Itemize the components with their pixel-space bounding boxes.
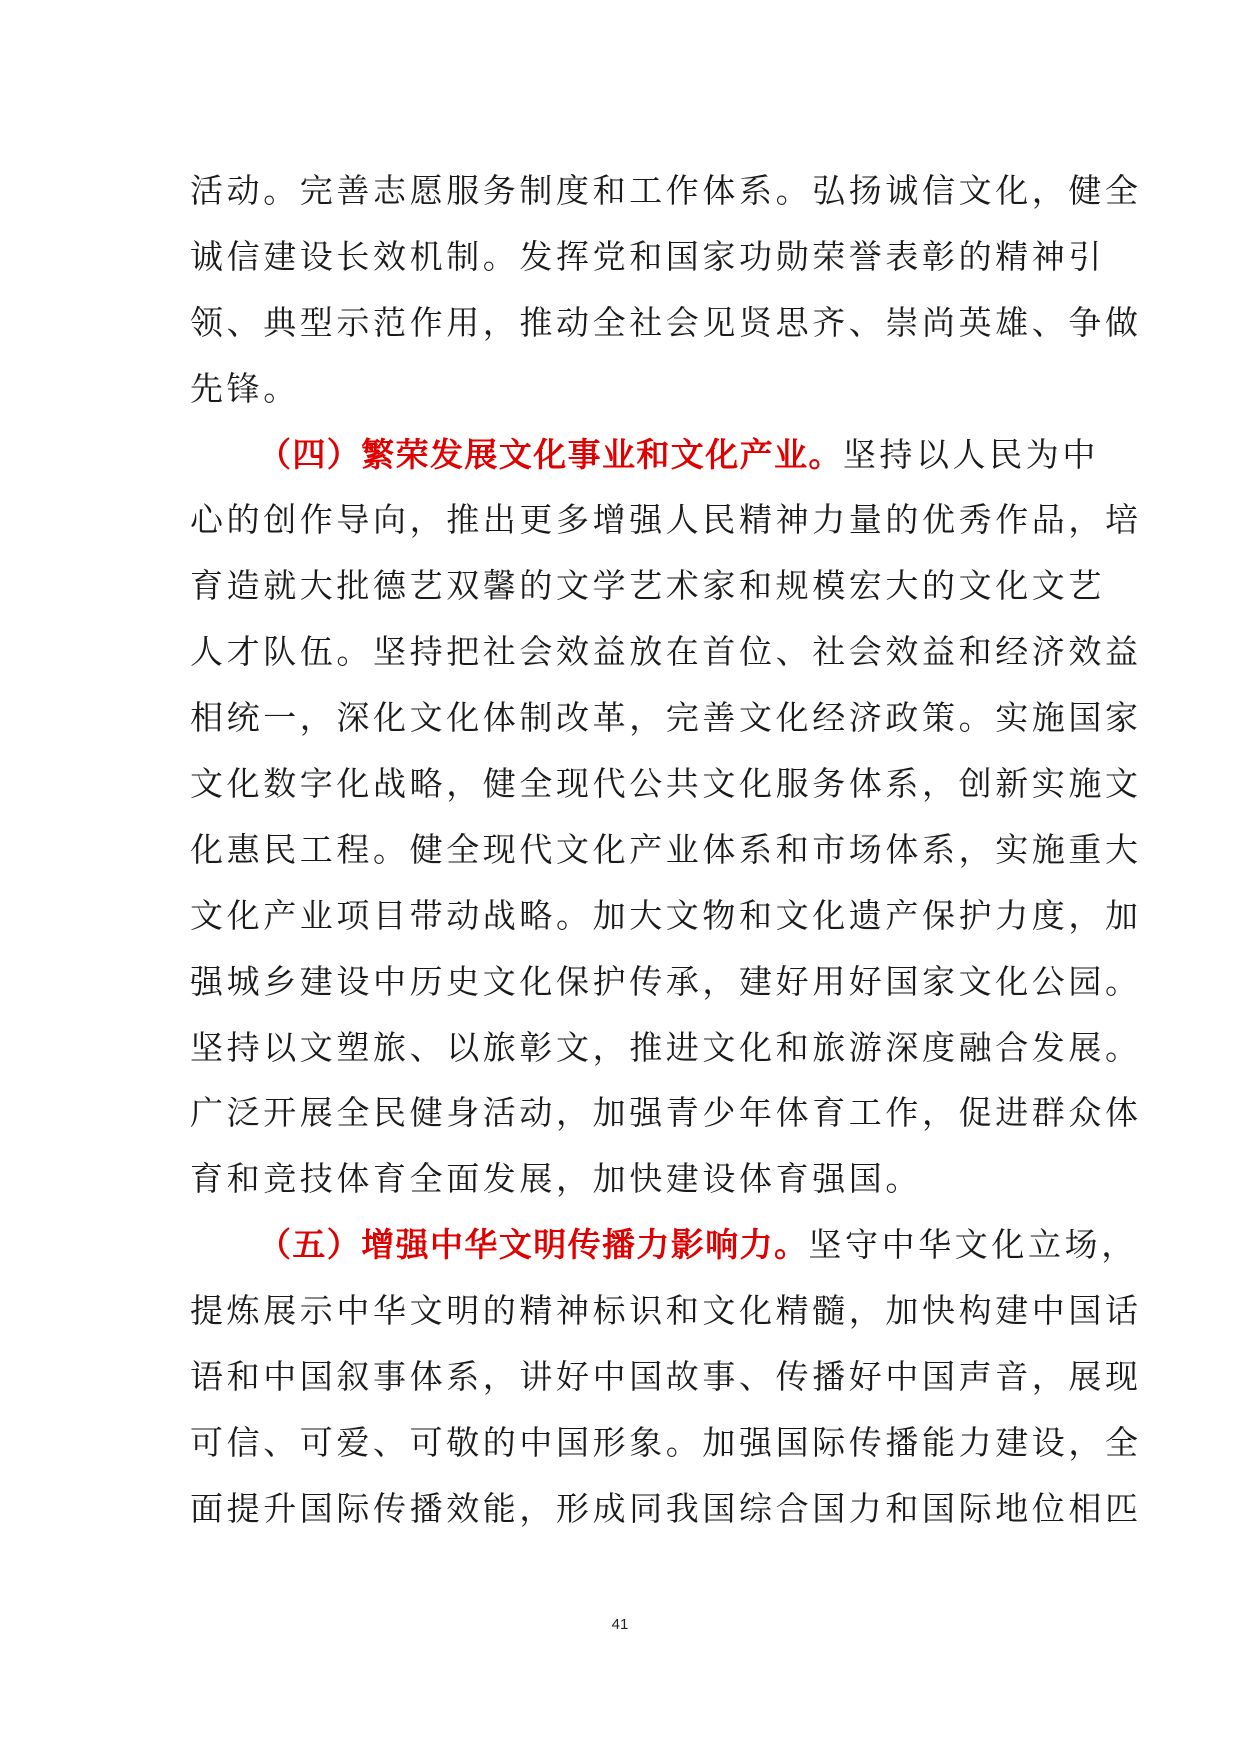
section-heading-4: （四）繁荣发展文化事业和文化产业。 [258,434,843,474]
text-line: 语和中国叙事体系，讲好中国故事、传播好中国声音，展现 [190,1357,1142,1397]
text-line: 可信、可爱、可敬的中国形象。加强国际传播能力建设，全 [190,1422,1142,1462]
section-heading-line [190,422,1100,488]
text-line: 强城乡建设中历史文化保护传承，建好用好国家文化公园。 [190,961,1142,1001]
text-line: 坚持以文塑旅、以旅彰文，推进文化和旅游深度融合发展。 [190,1027,1142,1067]
heading-line-text: 坚持以人民为中 [842,434,1100,474]
text-line: 人才队伍。坚持把社会效益放在首位、社会效益和经济效益 [190,632,1142,672]
text-line: 文化数字化战略，健全现代公共文化服务体系，创新实施文 [190,764,1142,804]
section-heading-5: （五）增强中华文明传播力影响力。 [258,1225,809,1265]
text-line: 领、典型示范作用，推动全社会见贤思齐、崇尚英雄、争做 [190,302,1142,342]
text-line: 心的创作导向，推出更多增强人民精神力量的优秀作品，培 [190,500,1142,540]
body-text [190,158,1142,1542]
text-line: 育造就大批德艺双馨的文学艺术家和规模宏大的文化文艺 [190,566,1105,606]
text-line: 相统一，深化文化体制改革，完善文化经济政策。实施国家 [190,698,1142,738]
text-line: 面提升国际传播效能，形成同我国综合国力和国际地位相匹 [190,1488,1142,1528]
text-line: 诚信建设长效机制。发挥党和国家功勋荣誉表彰的精神引 [190,236,1105,276]
text-line: 提炼展示中华文明的精神标识和文化精髓，加快构建中国话 [190,1291,1142,1331]
text-line: 育和竞技体育全面发展，加快建设体育强国。 [190,1159,922,1199]
text-line: 文化产业项目带动战略。加大文物和文化遗产保护力度，加 [190,895,1142,935]
text-line: 先锋。 [190,368,300,408]
text-line: 活动。完善志愿服务制度和工作体系。弘扬诚信文化，健全 [190,171,1142,210]
page-number: 41 [611,1616,629,1633]
text-line: 化惠民工程。健全现代文化产业体系和市场体系，实施重大 [190,829,1142,869]
text-line: 广泛开展全民健身活动，加强青少年体育工作，促进群众体 [190,1093,1142,1133]
section-heading-line [190,1212,1138,1278]
heading-line-text: 坚守中华文化立场， [808,1225,1138,1265]
